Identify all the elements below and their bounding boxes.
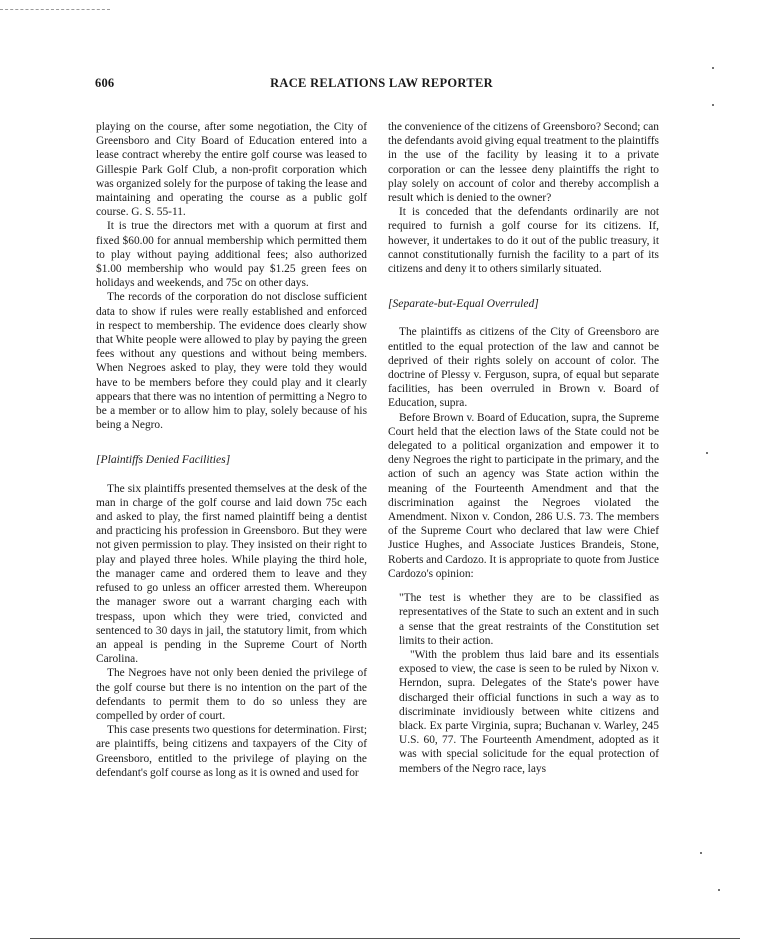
paragraph: The records of the corporation do not disclose sufficient data to show if rules were really established and enforced in respect to membership. The evidence does clearly show that White people were allowed to play by paying the green fees without any questions and without being members. When Negroes asked to play, they were told they would have to be members before they could play and it clearly appears that there was no intention of permitting a Negro to be a member or to allow him to play, solely because of his being a Negro.: [96, 291, 367, 432]
scan-speck: [712, 104, 714, 106]
top-edge-dash: [0, 9, 110, 10]
section-caption: [Separate-but-Equal Overruled]: [388, 297, 539, 311]
paragraph: It is conceded that the defendants ordinarily are not required to furnish a golf course for its citizens. If, however, it undertakes to do it out of the public treasury, it cannot constitutionally furnish the facility to a part of its citizens and deny it to others similarly situated.: [388, 206, 659, 276]
scan-speck: [700, 852, 702, 854]
left-column: [96, 120, 367, 780]
paragraph: It is true the directors met with a quorum at first and fixed $60.00 for annual membership which permitted them to play without paying additional fees; also authorized $1.00 membership who would pay $1.25 green fees on holidays and weekends, and 75c on other days.: [96, 220, 367, 290]
paragraph: The plaintiffs as citizens of the City of Greensboro are entitled to the equal protection of the law and cannot be deprived of their rights solely on account of color. The doctrine of Plessy v. Ferguson, supra, of equal but separate facilities, has been overruled in Brown v. Board of Education, supra.: [388, 326, 659, 410]
bottom-rule: [30, 938, 740, 939]
section-caption: [Plaintiffs Denied Facilities]: [96, 453, 231, 467]
running-head: RACE RELATIONS LAW REPORTER: [270, 76, 493, 90]
scan-speck: [712, 67, 714, 69]
scan-speck: [718, 889, 720, 891]
quote-paragraph: "With the problem thus laid bare and its essentials exposed to view, the case is seen to be ruled by Nixon v. Herndon, supra. Delegates of the State's power have discharged their official functions in such a way as to discriminate invidiously between white citizens and black. Ex parte Virginia, supra; Buchanan v. Warley, 245 U.S. 60, 77. The Fourteenth Amendment, adopted as it was with special solicitude for the equal protection of members of the Negro race, lays: [399, 648, 659, 775]
block-quote: [388, 591, 659, 776]
page-number: 606: [95, 76, 115, 90]
paragraph: The Negroes have not only been denied the privilege of the golf course but there is no intention on the part of the defendants to permit them to do so unless they are compelled by order of court.: [96, 667, 367, 722]
paragraph: Before Brown v. Board of Education, supra, the Supreme Court held that the election laws of the State could not be delegated to a political organization and empower it to deny Negroes the right to participate in the primary, and the action of such an agency was State action within the meaning of the Fourteenth Amendment and that the discrimination against the Negroes violated the Amendment. Nixon v. Condon, 286 U.S. 73. The members of the Supreme Court who declared that law were Chief Justice Hughes, and Associate Justices Brandeis, Stone, Roberts and Cardozo. It is appropriate to quote from Justice Cardozo's opinion:: [388, 411, 659, 580]
paragraph: This case presents two questions for determination. First; are plaintiffs, being citizens and taxpayers of the City of Greensboro, entitled to the privilege of playing on the defendant's golf course as long as it is owned and used for: [96, 724, 367, 779]
scan-speck: [706, 452, 708, 454]
paragraph: playing on the course, after some negotiation, the City of Greensboro and City Board of Education entered into a lease contract whereby the entire golf course was leased to Gillespie Park Golf Club, a non-profit corporation which was organized solely for the purpose of taking the lease and maintaining and operating the course as a public golf course. G. S. 55-11.: [96, 121, 367, 219]
paragraph: the convenience of the citizens of Greensboro? Second; can the defendants avoid giving equal treatment to the plaintiffs in the use of the facility by leasing it to a private corporation or can the lessee deny plaintiffs the right to play solely on account of color and thereby accomplish a result which is denied to the owner?: [388, 121, 659, 205]
right-column: [388, 120, 659, 776]
quote-paragraph: "The test is whether they are to be classified as representatives of the State to such an extent and in such a sense that the great restraints of the Constitution set limits to their action.: [399, 592, 659, 647]
paragraph: The six plaintiffs presented themselves at the desk of the man in charge of the golf course and laid down 75c each and asked to play, the first named plaintiff being a dentist and practicing his profession in Greensboro. But they were not given permission to play. They insisted on their right to play and played three holes. While playing the third hole, the manager came and ordered them to leave and they refused to go unless an officer arrested them. Whereupon the manager swore out a warrant charging each with trespass, upon which they were tried, convicted and sentenced to 30 days in jail, the statutory limit, from which an appeal is pending in the Supreme Court of North Carolina.: [96, 482, 367, 666]
